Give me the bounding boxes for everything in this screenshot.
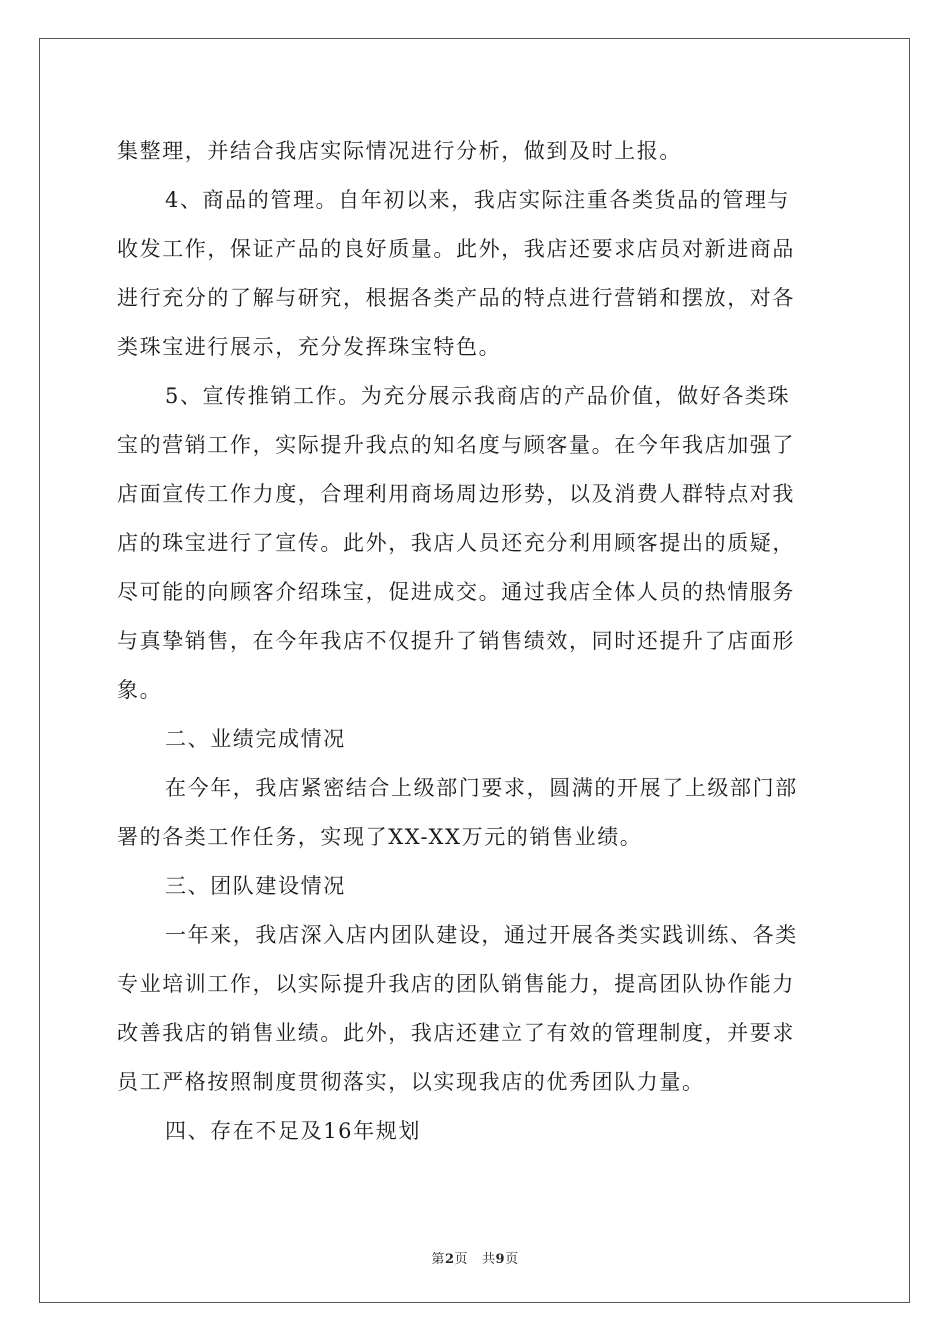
total-label-suffix: 页: [505, 1252, 519, 1267]
paragraph-line: 宝的营销工作，实际提升我点的知名度与顾客量。在今年我店加强了: [117, 433, 795, 457]
section-heading: 三、团队建设情况: [165, 874, 346, 898]
section-heading: 四、存在不足及16年规划: [165, 1119, 421, 1143]
total-pages-number: 9: [495, 1252, 506, 1267]
paragraph-line: 署的各类工作任务，实现了XX-XX万元的销售业绩。: [117, 825, 643, 849]
paragraph-line: 改善我店的销售业绩。此外，我店还建立了有效的管理制度，并要求: [117, 1021, 795, 1045]
paragraph-line: 店的珠宝进行了宣传。此外，我店人员还充分利用顾客提出的质疑，: [117, 531, 795, 555]
paragraph-line: 尽可能的向顾客介绍珠宝，促进成交。通过我店全体人员的热情服务: [117, 580, 795, 604]
total-label-prefix: 共: [482, 1252, 496, 1267]
paragraph-line: 进行充分的了解与研究，根据各类产品的特点进行营销和摆放，对各: [117, 286, 795, 310]
page-label-prefix: 第: [431, 1252, 445, 1267]
paragraph-line: 集整理，并结合我店实际情况进行分析，做到及时上报。: [117, 139, 682, 163]
paragraph-line: 在今年，我店紧密结合上级部门要求，圆满的开展了上级部门部: [165, 776, 798, 800]
page-footer: [0, 1248, 950, 1267]
paragraph-line: 类珠宝进行展示，充分发挥珠宝特色。: [117, 335, 502, 359]
paragraph-line: 店面宣传工作力度，合理利用商场周边形势，以及消费人群特点对我: [117, 482, 795, 506]
current-page-number: 2: [444, 1252, 455, 1267]
paragraph-line: 5、宣传推销工作。为充分展示我商店的产品价值，做好各类珠: [165, 384, 791, 408]
paragraph-line: 收发工作，保证产品的良好质量。此外，我店还要求店员对新进商品: [117, 237, 795, 261]
paragraph-line: 专业培训工作，以实际提升我店的团队销售能力，提高团队协作能力: [117, 972, 795, 996]
paragraph-line: 象。: [117, 678, 163, 702]
document-body: [117, 127, 837, 1156]
section-heading: 二、业绩完成情况: [165, 727, 346, 751]
paragraph-line: 一年来，我店深入店内团队建设，通过开展各类实践训练、各类: [165, 923, 798, 947]
paragraph-line: 员工严格按照制度贯彻落实，以实现我店的优秀团队力量。: [117, 1070, 705, 1094]
paragraph-line: 4、商品的管理。自年初以来，我店实际注重各类货品的管理与: [165, 188, 791, 212]
page-label-suffix: 页: [454, 1252, 468, 1267]
paragraph-line: 与真挚销售，在今年我店不仅提升了销售绩效，同时还提升了店面形: [117, 629, 795, 653]
